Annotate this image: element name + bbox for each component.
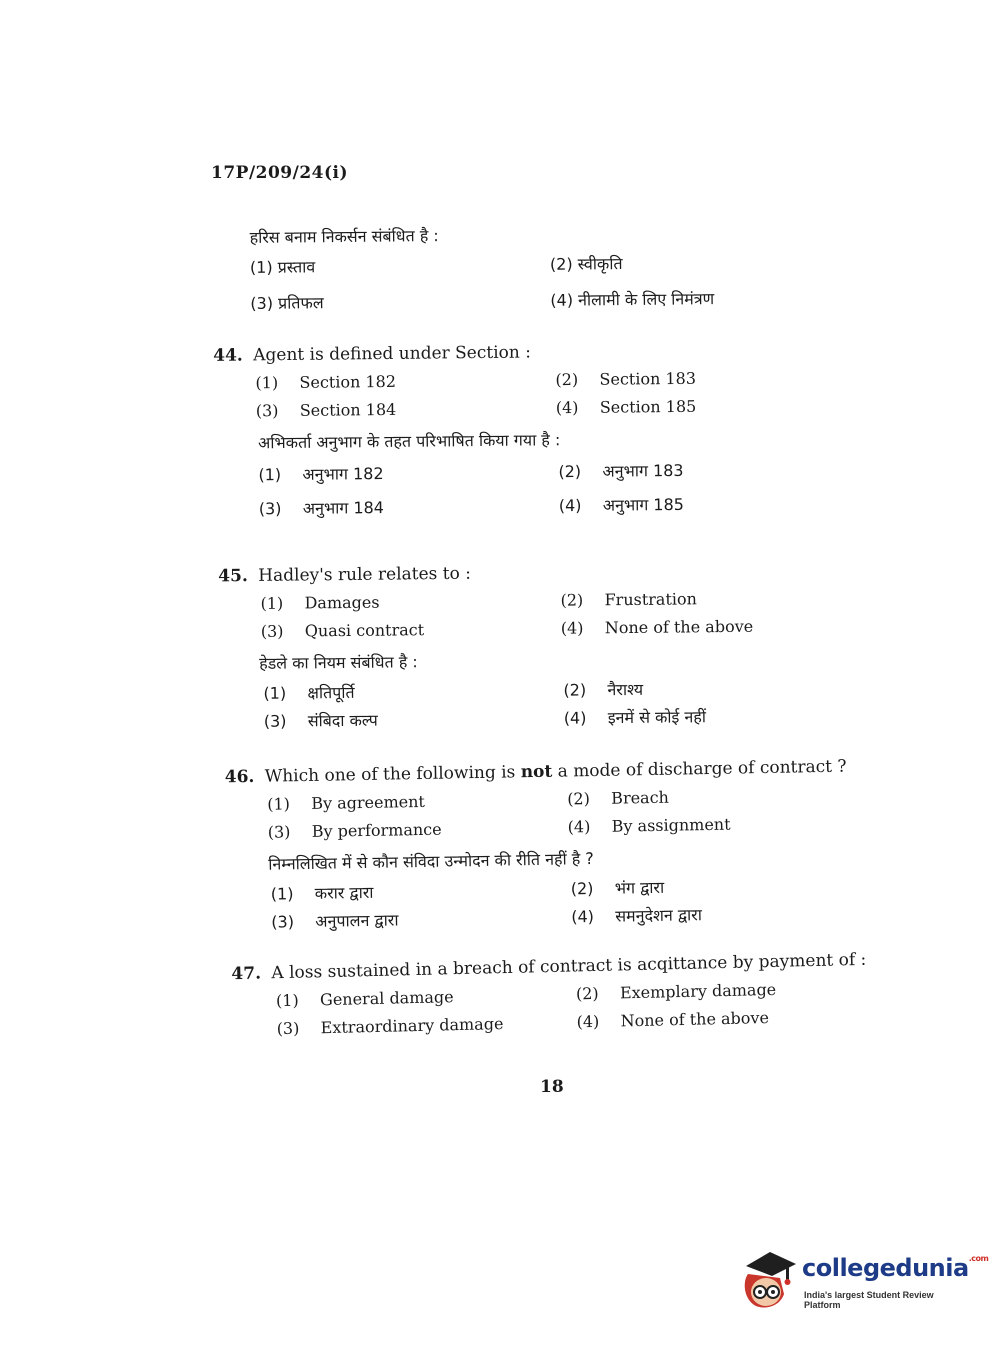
q45-hindi-option-4-text: इनमें से कोई नहीं — [607, 707, 707, 728]
q44-hindi-option-2 — [558, 459, 683, 482]
q47-option-3-num: (3) — [276, 1018, 300, 1039]
q44-hindi-option-4-num: (4) — [558, 495, 582, 516]
collegedunia-logo — [740, 1248, 989, 1312]
q45-option-1-num: (1) — [260, 593, 284, 613]
q45-hindi-option-2 — [563, 678, 643, 701]
q46-option-1 — [267, 792, 425, 814]
logo-name: collegedunia — [802, 1254, 969, 1282]
q46-option-2-num: (2) — [567, 789, 591, 809]
q45-hindi-option-3-num: (3) — [263, 711, 287, 731]
q45-option-4-num: (4) — [560, 618, 584, 638]
q45-hindi-option-4-num: (4) — [563, 708, 587, 728]
q46-hindi-option-4-text: समनुदेशन द्वारा — [615, 905, 703, 926]
q46-option-4-text: By assignment — [611, 814, 731, 836]
q46-hindi-option-4 — [571, 903, 702, 927]
question-47 — [231, 950, 868, 1040]
q43-hindi-option-1: (1) प्रस्ताव — [249, 257, 316, 277]
q46-option-1-num: (1) — [267, 794, 291, 814]
question-46-number: 46. — [224, 766, 255, 788]
q46-hindi-option-3 — [271, 908, 399, 932]
q45-option-3 — [261, 620, 424, 641]
logo-wordmark — [802, 1254, 988, 1282]
question-46-text-before: Which one of the following is — [264, 762, 521, 787]
q46-option-4 — [568, 815, 731, 837]
q47-option-1-num: (1) — [275, 990, 299, 1011]
question-46-text-after: a mode of discharge of contract ? — [552, 756, 847, 782]
q45-option-2-text: Frustration — [604, 589, 697, 610]
q44-hindi-option-1 — [258, 462, 383, 485]
question-45-title — [218, 564, 471, 587]
q44-hindi-option-3-num: (3) — [258, 499, 282, 519]
q46-hindi-option-2 — [571, 876, 665, 900]
q46-option-3-text: By performance — [311, 819, 442, 841]
q46-hindi-option-1-num: (1) — [270, 884, 294, 904]
page-number: 18 — [540, 1077, 564, 1097]
q45-hindi-option-1-num: (1) — [263, 683, 287, 703]
q44-option-4-text: Section 185 — [599, 396, 697, 417]
q46-hindi-option-2-text: भंग द्वारा — [614, 877, 665, 898]
question-44 — [213, 342, 697, 520]
q44-hindi-option-1-text: अनुभाग 182 — [302, 464, 384, 484]
question-46 — [225, 757, 850, 932]
q46-option-2 — [567, 788, 669, 809]
q43-hindi-option-4: (4) नीलामी के लिए निमंत्रण — [550, 289, 715, 310]
q45-option-3-text: Quasi contract — [304, 620, 425, 641]
q47-option-2 — [576, 980, 777, 1004]
q44-hindi-option-4 — [559, 493, 684, 516]
q45-option-3-num: (3) — [260, 621, 284, 641]
q44-option-2 — [555, 369, 696, 389]
q45-hindi-option-4 — [564, 705, 706, 728]
q44-option-4 — [556, 397, 697, 417]
question-45 — [218, 563, 754, 731]
q45-hindi-option-1 — [263, 681, 354, 704]
q43-hindi-option-2: (2) स्वीकृति — [549, 254, 623, 274]
question-47-text: A loss sustained in a breach of contract is acqittance by payment of : — [271, 949, 867, 984]
q43-hindi-question: हरिस बनाम निकर्सन संबंधित है : — [249, 226, 439, 247]
q45-hindi-option-3 — [264, 709, 378, 732]
mascot-icon — [740, 1248, 800, 1312]
q46-hindi-option-1 — [271, 881, 374, 905]
q45-hindi-option-1-text: क्षतिपूर्ति — [307, 682, 355, 703]
q46-option-3 — [268, 820, 442, 842]
q45-option-4 — [561, 617, 754, 638]
q43-hindi-option-3: (3) प्रतिफल — [250, 293, 324, 313]
q45-option-4-text: None of the above — [604, 616, 754, 638]
q47-option-1 — [276, 987, 454, 1010]
q47-option-4 — [576, 1008, 769, 1031]
q47-option-1-text: General damage — [319, 987, 454, 1010]
question-45-number: 45. — [218, 566, 248, 587]
q44-hindi-option-1-num: (1) — [258, 465, 282, 485]
question-44-number: 44. — [213, 345, 243, 366]
q44-hindi-option-3-text: अनुभाग 184 — [302, 498, 385, 518]
q45-option-2-num: (2) — [560, 590, 584, 610]
q43-hindi-block — [249, 224, 715, 314]
question-44-text: Agent is defined under Section : — [253, 342, 532, 366]
question-47-number: 47. — [231, 963, 262, 985]
q46-hindi-option-3-text: अनुपालन द्वारा — [315, 910, 399, 931]
q46-hindi-option-3-num: (3) — [271, 912, 295, 932]
q45-option-1-text: Damages — [304, 592, 380, 613]
logo-com: .com — [968, 1254, 989, 1263]
q46-hindi-option-1-text: करार द्वारा — [314, 882, 374, 903]
q44-hindi-option-2-num: (2) — [558, 461, 582, 482]
q44-option-4-num: (4) — [555, 397, 579, 418]
q46-hindi-option-2-num: (2) — [570, 879, 594, 899]
q46-option-4-num: (4) — [567, 817, 591, 837]
q44-hindi-option-2-text: अनुभाग 183 — [602, 460, 684, 481]
q44-option-1 — [255, 372, 396, 392]
q44-hindi-option-4-text: अनुभाग 185 — [602, 494, 685, 515]
q44-option-3-text: Section 184 — [299, 399, 397, 420]
q45-hindi-option-2-num: (2) — [563, 680, 587, 700]
q47-option-2-num: (2) — [575, 983, 599, 1004]
q44-option-1-num: (1) — [255, 373, 279, 393]
q45-hindi-option-3-text: संबिदा कल्प — [307, 710, 378, 731]
q45-option-1 — [260, 593, 379, 613]
paper-code: 17P/209/24(i) — [211, 163, 349, 183]
q44-option-3 — [256, 400, 397, 420]
q46-hindi-option-4-num: (4) — [571, 907, 595, 927]
q45-hindi-question: हेडले का नियम संबंधित है : — [259, 652, 418, 673]
q46-option-3-num: (3) — [267, 822, 291, 842]
q44-option-2-text: Section 183 — [599, 368, 697, 389]
q44-option-1-text: Section 182 — [299, 371, 397, 392]
q47-option-4-num: (4) — [576, 1011, 600, 1032]
q47-option-2-text: Exemplary damage — [619, 979, 777, 1003]
q47-option-3 — [276, 1014, 503, 1038]
q44-option-2-num: (2) — [555, 369, 579, 390]
q47-option-4-text: None of the above — [620, 1008, 770, 1031]
q46-option-1-text: By agreement — [311, 791, 426, 813]
q44-hindi-option-3 — [259, 496, 384, 519]
q46-option-2-text: Breach — [611, 787, 670, 808]
q45-hindi-option-2-text: नैराश्य — [607, 679, 644, 700]
question-45-text: Hadley's rule relates to : — [258, 563, 472, 586]
q44-hindi-question: अभिकर्ता अनुभाग के तहत परिभाषित किया गया है : — [258, 430, 561, 453]
q46-hindi-question: निम्नलिखित में से कौन संविदा उन्मोदन की रीति नहीं है ? — [268, 849, 594, 874]
q45-option-2 — [560, 589, 697, 609]
logo-tagline: India's largest Student Review Platform — [804, 1290, 934, 1310]
question-46-text-bold: not — [520, 761, 553, 783]
q47-option-3-text: Extraordinary damage — [320, 1014, 504, 1038]
q44-option-3-num: (3) — [255, 401, 279, 421]
